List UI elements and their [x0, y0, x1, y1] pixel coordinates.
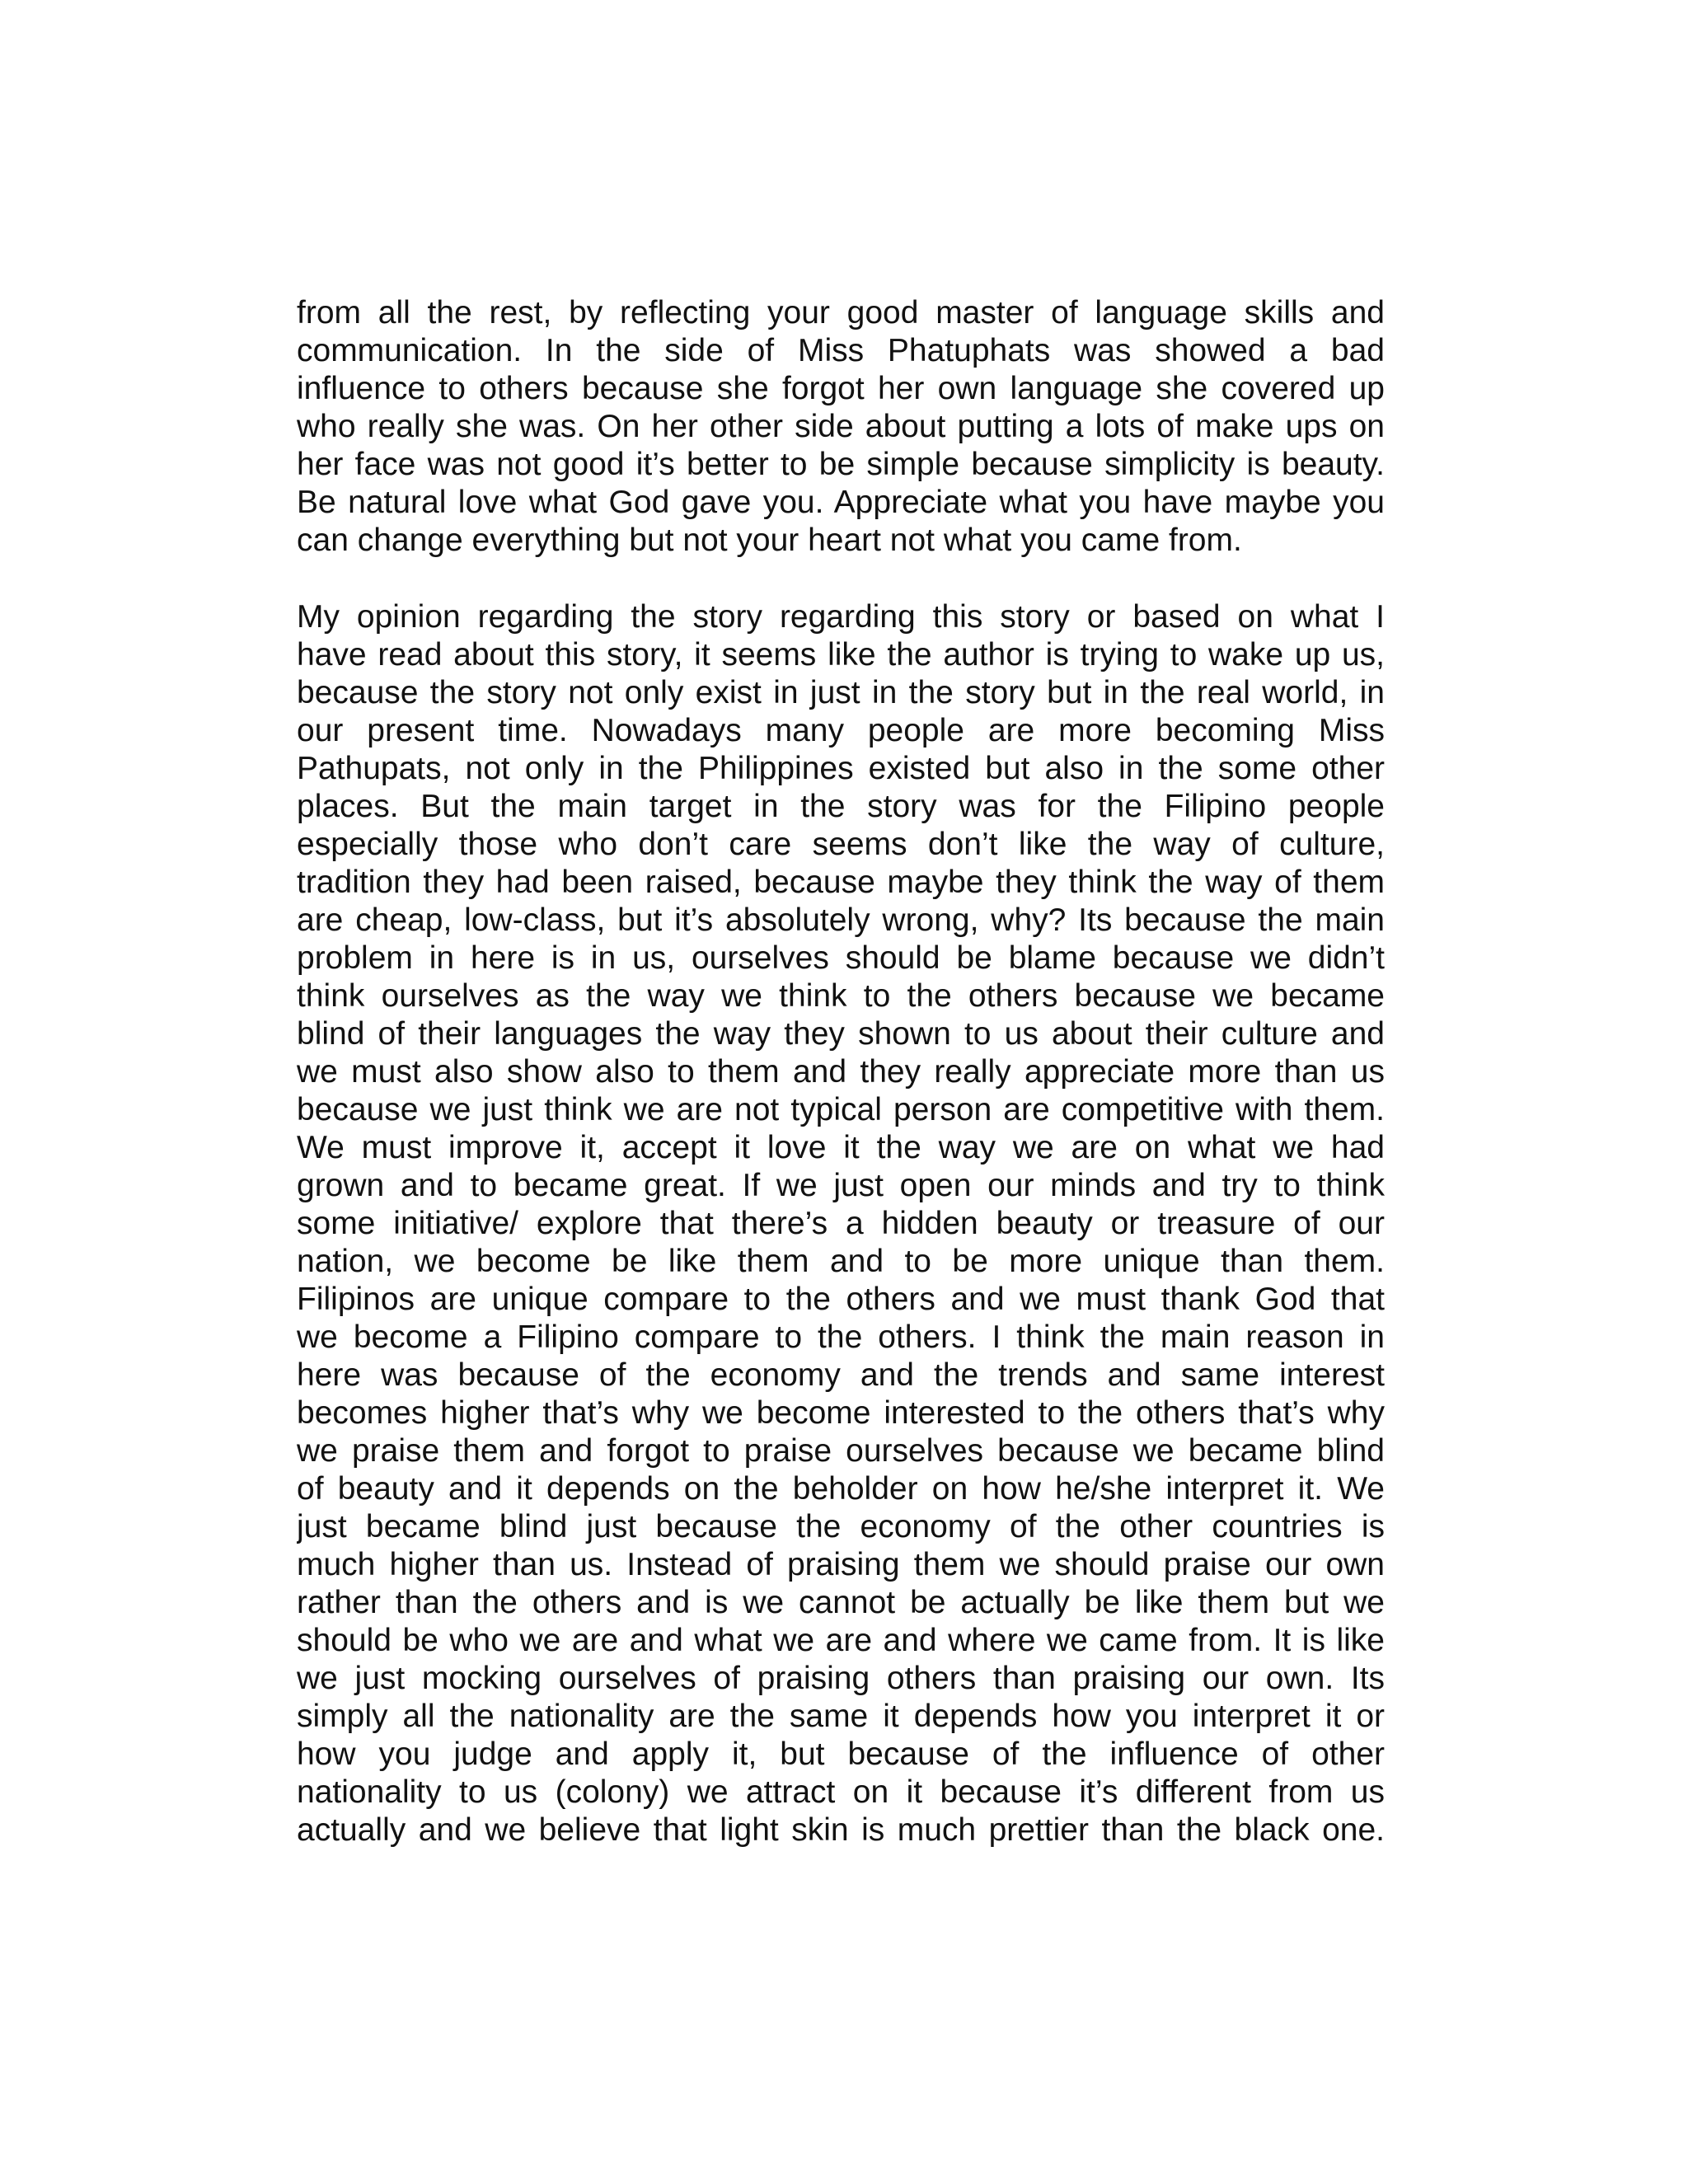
- text-line: we praise them and forgot to praise ourselves because we became blind: [297, 1433, 1385, 1469]
- text-line: becomes higher that’s why we become interested to the others that’s why: [297, 1395, 1385, 1431]
- text-line: from all the rest, by reflecting your good master of language skills and: [297, 295, 1385, 330]
- text-line: should be who we are and what we are and where we came from. It is like: [297, 1623, 1385, 1658]
- text-line: My opinion regarding the story regarding this story or based on what I: [297, 599, 1385, 635]
- text-line: Be natural love what God gave you. Appreciate what you have maybe you: [297, 485, 1385, 520]
- text-line: of beauty and it depends on the beholder on how he/she interpret it. We: [297, 1471, 1385, 1507]
- text-line: are cheap, low-class, but it’s absolutely wrong, why? Its because the main: [297, 902, 1385, 938]
- text-line: actually and we believe that light skin is much prettier than the black one.: [297, 1812, 1385, 1848]
- text-line: how you judge and apply it, but because of the influence of other: [297, 1736, 1385, 1772]
- text-line: nationality to us (colony) we attract on it because it’s different from us: [297, 1774, 1385, 1810]
- paragraph-1: [297, 294, 1385, 560]
- text-line: simply all the nationality are the same it depends how you interpret it or: [297, 1699, 1385, 1734]
- text-line: especially those who don’t care seems don’t like the way of culture,: [297, 827, 1385, 862]
- text-line: we just mocking ourselves of praising others than praising our own. Its: [297, 1661, 1385, 1696]
- text-line: our present time. Nowadays many people are more becoming Miss: [297, 713, 1385, 748]
- text-line: here was because of the economy and the trends and same interest: [297, 1357, 1385, 1393]
- text-line: because the story not only exist in just in the story but in the real world, in: [297, 675, 1385, 710]
- text-line: communication. In the side of Miss Phatuphats was showed a bad: [297, 333, 1385, 368]
- paragraph-2: [297, 598, 1385, 1849]
- text-line: rather than the others and is we cannot be actually be like them but we: [297, 1585, 1385, 1620]
- text-line: because we just think we are not typical person are competitive with them.: [297, 1092, 1385, 1127]
- text-line: just became blind just because the economy of the other countries is: [297, 1509, 1385, 1544]
- text-line: we become a Filipino compare to the others. I think the main reason in: [297, 1319, 1385, 1355]
- text-line: Pathupats, not only in the Philippines existed but also in the some other: [297, 751, 1385, 786]
- text-line: places. But the main target in the story was for the Filipino people: [297, 789, 1385, 824]
- text-line: who really she was. On her other side about putting a lots of make ups on: [297, 409, 1385, 444]
- text-line: problem in here is in us, ourselves should be blame because we didn’t: [297, 940, 1385, 976]
- text-line: nation, we become be like them and to be more unique than them.: [297, 1244, 1385, 1279]
- text-line: blind of their languages the way they shown to us about their culture and: [297, 1016, 1385, 1052]
- text-line: We must improve it, accept it love it the way we are on what we had: [297, 1130, 1385, 1165]
- text-line: grown and to became great. If we just open our minds and try to think: [297, 1168, 1385, 1203]
- text-line: influence to others because she forgot her own language she covered up: [297, 371, 1385, 406]
- text-line: think ourselves as the way we think to the others because we became: [297, 978, 1385, 1014]
- text-line: Filipinos are unique compare to the others and we must thank God that: [297, 1282, 1385, 1317]
- text-line: her face was not good it’s better to be simple because simplicity is beauty.: [297, 447, 1385, 482]
- text-line: have read about this story, it seems like the author is trying to wake up us,: [297, 637, 1385, 673]
- text-line: can change everything but not your heart not what you came from.: [297, 523, 1242, 558]
- text-line: much higher than us. Instead of praising them we should praise our own: [297, 1547, 1385, 1582]
- text-line: tradition they had been raised, because maybe they think the way of them: [297, 865, 1385, 900]
- text-line: we must also show also to them and they really appreciate more than us: [297, 1054, 1385, 1090]
- text-line: some initiative/ explore that there’s a hidden beauty or treasure of our: [297, 1206, 1385, 1241]
